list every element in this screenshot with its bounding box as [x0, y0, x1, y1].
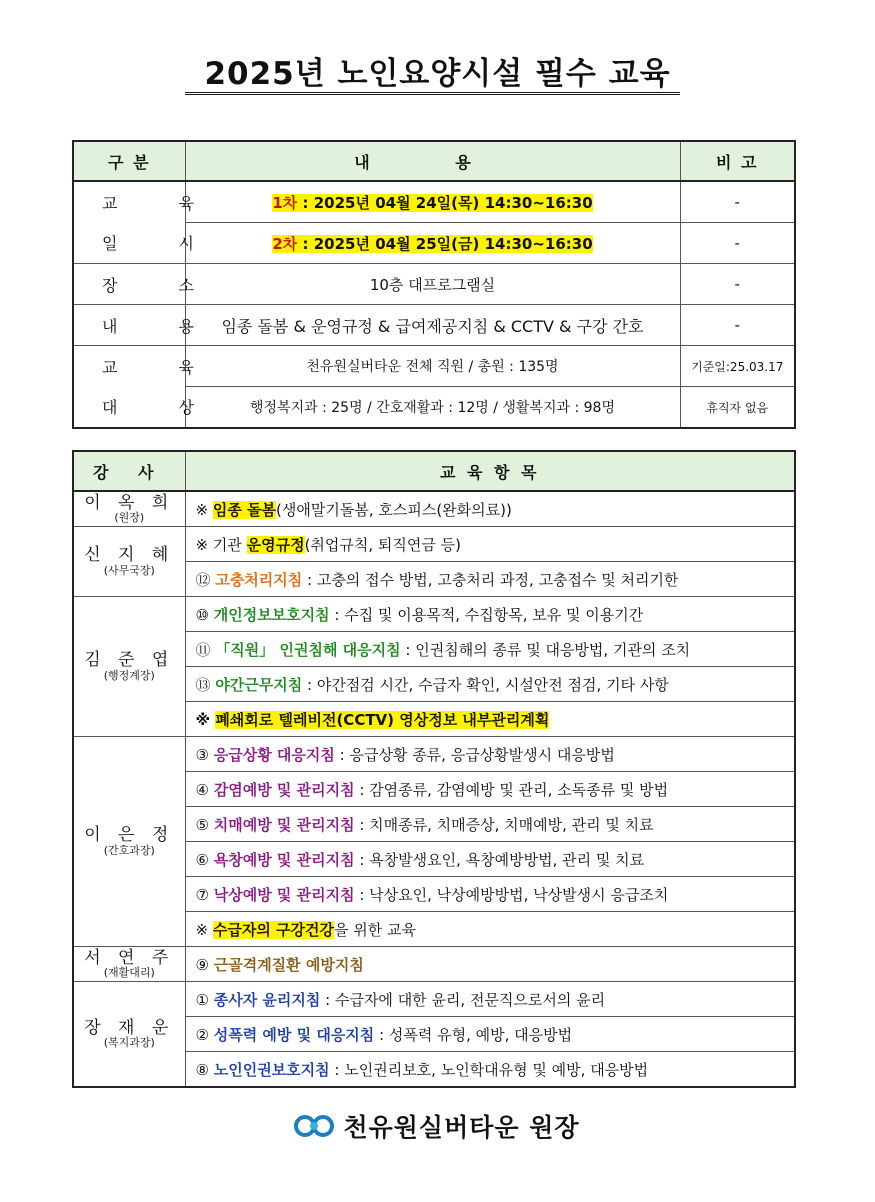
label-place: 장 소 — [73, 264, 185, 305]
topic-row: ※ 임종 돌봄(생애말기돌봄, 호스피스(완화의료)) — [185, 491, 795, 527]
footer-text: 천유원실버타운 원장 — [343, 1113, 580, 1142]
header-category: 구 분 — [73, 141, 185, 181]
footer-signature — [0, 1108, 875, 1147]
note-1: - — [680, 181, 795, 223]
topic-row: ③ 응급상황 대응지침 : 응급상황 종류, 응급상황발생시 대응방법 — [185, 737, 795, 772]
lecturer-name: 서 연 주 — [84, 947, 175, 968]
topic-row: ⑬ 야간근무지침 : 야간점검 시간, 수급자 확인, 시설안전 점검, 기타 사항 — [185, 667, 795, 702]
lecturer-role: (재활대리) — [103, 966, 155, 980]
lecturer-role: (사무국장) — [103, 563, 155, 577]
title-underline — [185, 92, 680, 95]
topic-row: ※ 수급자의 구강건강을 위한 교육 — [185, 912, 795, 947]
topic-row: ⑦ 낙상예방 및 관리지침 : 낙상요인, 낙상예방방법, 낙상발생시 응급조치 — [185, 877, 795, 912]
topic-row: ⑪ 「직원」 인권침해 대응지침 : 인권침해의 종류 및 대응방법, 기관의 조치 — [185, 632, 795, 667]
note-2: - — [680, 223, 795, 264]
lecturer-cell — [73, 737, 185, 947]
content-value: 임종 돌봄 & 운영규정 & 급여제공지침 & CCTV & 구강 간호 — [185, 305, 680, 346]
lecturer-role: (행정계장) — [103, 668, 155, 682]
lecturer-role: (원장) — [114, 511, 145, 525]
header-content: 내 용 — [185, 141, 680, 181]
topic-row: ⑧ 노인인권보호지침 : 노인권리보호, 노인학대유형 및 예방, 대응방법 — [185, 1052, 795, 1088]
label-edu-1: 교 육 — [73, 181, 185, 223]
lecturer-cell — [73, 982, 185, 1088]
lecturer-name: 신 지 혜 — [84, 545, 175, 566]
label-edu-2: 교 육 — [73, 346, 185, 387]
lecturer-name: 김 준 엽 — [84, 650, 175, 671]
note-4: - — [680, 305, 795, 346]
place-value: 10층 대프로그램실 — [185, 264, 680, 305]
logo-icon — [295, 1111, 333, 1147]
lecturer-cell — [73, 527, 185, 597]
topic-row: ※ 기관 운영규정(취업규칙, 퇴직연금 등) — [185, 527, 795, 562]
topic-row: ④ 감염예방 및 관리지침 : 감염종류, 감염예방 및 관리, 소독종류 및 방법 — [185, 772, 795, 807]
target-total: 천유원실버타운 전체 직원 / 총원 : 135명 — [185, 346, 680, 387]
lecturer-cell — [73, 491, 185, 527]
header-note: 비 고 — [680, 141, 795, 181]
header-lecturer: 강 사 — [73, 451, 185, 491]
topic-row: ② 성폭력 예방 및 대응지침 : 성폭력 유형, 예방, 대응방법 — [185, 1017, 795, 1052]
lecturer-name: 이 은 정 — [84, 825, 175, 846]
lecturer-cell — [73, 597, 185, 737]
lecturer-role: (복지과장) — [103, 1036, 155, 1050]
topic-row: ① 종사자 윤리지침 : 수급자에 대한 윤리, 전문직으로서의 윤리 — [185, 982, 795, 1017]
schedule-table — [72, 140, 796, 429]
lecturer-name: 이 옥 희 — [84, 492, 175, 513]
session-1: 1차 : 2025년 04월 24일(목) 14:30~16:30 — [185, 181, 680, 223]
page-title: 2025년 노인요양시설 필수 교육 — [204, 56, 671, 92]
curriculum-table — [72, 450, 796, 1088]
topic-row: ⑩ 개인정보보호지침 : 수집 및 이용목적, 수집항목, 보유 및 이용기간 — [185, 597, 795, 632]
note-leave: 휴직자 없음 — [680, 387, 795, 429]
header-topics: 교 육 항 목 — [185, 451, 795, 491]
topic-row: ⑥ 욕창예방 및 관리지침 : 욕창발생요인, 욕창예방방법, 관리 및 치료 — [185, 842, 795, 877]
topic-row: ※ 폐쇄회로 텔레비전(CCTV) 영상정보 내부관리계획 — [185, 702, 795, 737]
target-breakdown: 행정복지과 : 25명 / 간호재활과 : 12명 / 생활복지과 : 98명 — [185, 387, 680, 429]
label-content: 내 용 — [73, 305, 185, 346]
label-date: 일 시 — [73, 223, 185, 264]
topic-row: ⑫ 고충처리지침 : 고충의 접수 방법, 고충처리 과정, 고충접수 및 처리기한 — [185, 562, 795, 597]
lecturer-cell — [73, 947, 185, 982]
topic-row: ⑤ 치매예방 및 관리지침 : 치매종류, 치매증상, 치매예방, 관리 및 치료 — [185, 807, 795, 842]
lecturer-name: 장 재 운 — [84, 1017, 175, 1038]
session-2: 2차 : 2025년 04월 25일(금) 14:30~16:30 — [185, 223, 680, 264]
label-target: 대 상 — [73, 387, 185, 429]
note-3: - — [680, 264, 795, 305]
lecturer-role: (간호과장) — [103, 843, 155, 857]
note-date: 기준일:25.03.17 — [680, 346, 795, 387]
topic-row: ⑨ 근골격계질환 예방지침 — [185, 947, 795, 982]
